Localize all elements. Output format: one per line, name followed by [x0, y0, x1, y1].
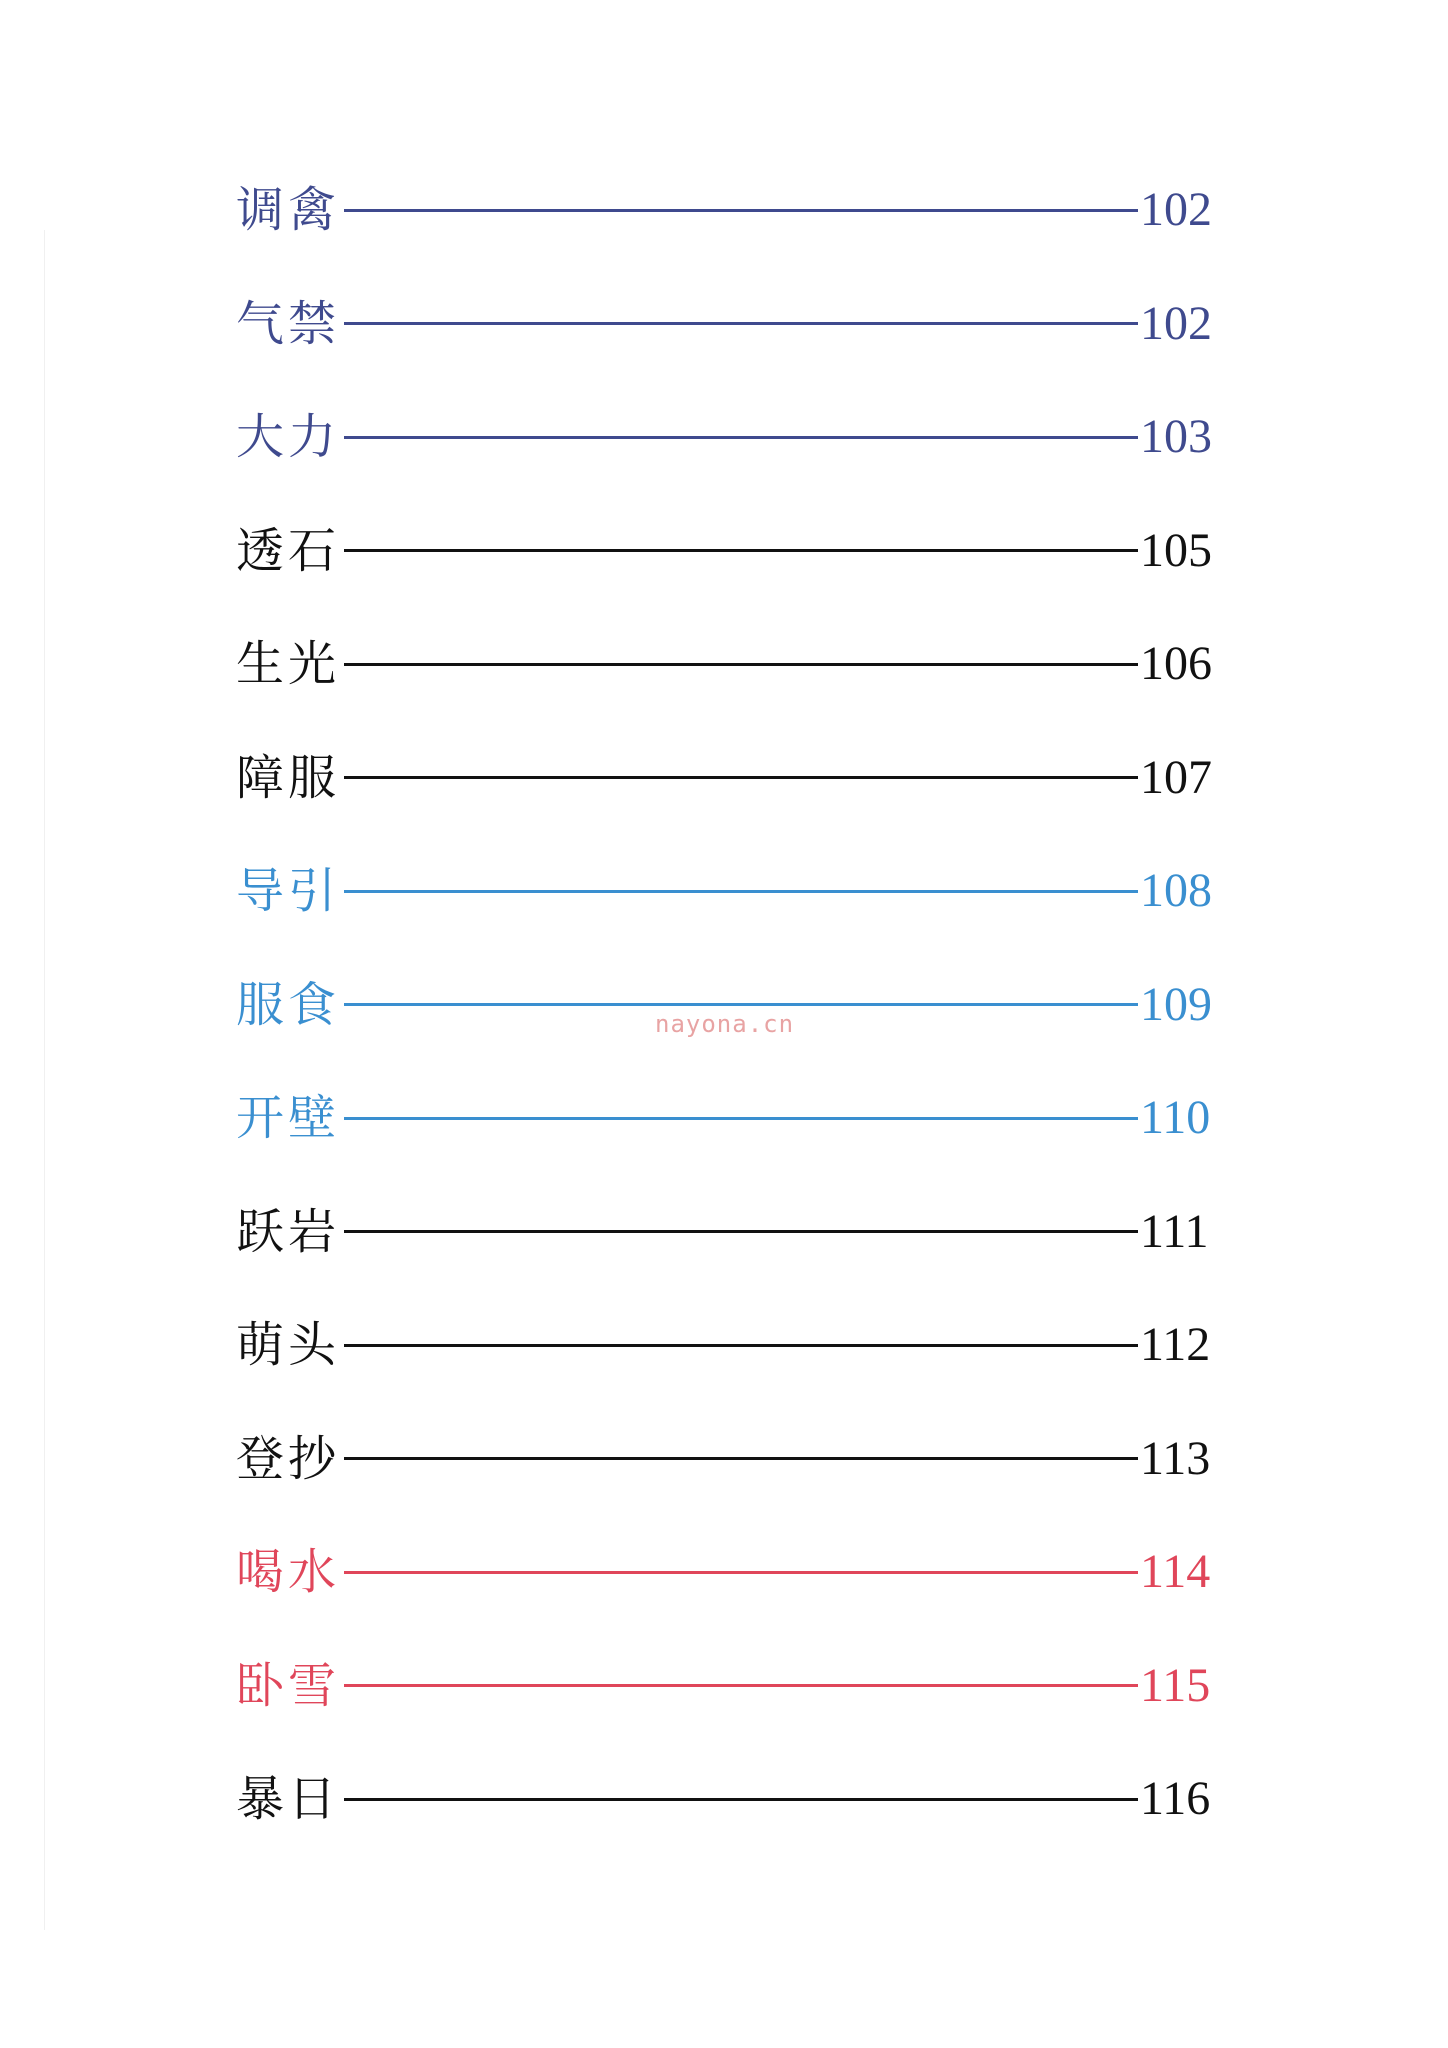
toc-entry[interactable]: [236, 1646, 1216, 1726]
toc-leader-line: [344, 1798, 1138, 1801]
toc-entry-page: 102: [1140, 296, 1212, 350]
toc-entry-title: 透石: [236, 522, 341, 579]
toc-leader-line: [344, 209, 1138, 212]
toc-entry-page: 115: [1140, 1658, 1211, 1712]
toc-leader-line: [344, 436, 1138, 439]
toc-entry[interactable]: [236, 397, 1216, 477]
toc-entry-title: 跃岩: [236, 1203, 341, 1260]
toc-entry-title: 服食: [236, 976, 341, 1033]
toc-leader-line: [344, 890, 1138, 893]
toc-leader-line: [344, 1344, 1138, 1347]
toc-entry-page: 108: [1140, 864, 1212, 917]
toc-leader-line: [344, 549, 1138, 552]
toc-leader-line: [344, 1117, 1138, 1120]
toc-entry-page: 111: [1140, 1204, 1209, 1258]
toc-leader-line: [344, 1230, 1138, 1233]
toc-leader-line: [344, 1571, 1138, 1574]
toc-entry-page: 113: [1140, 1431, 1211, 1485]
toc-entry[interactable]: [236, 1192, 1216, 1272]
toc-entry-title: 卧雪: [236, 1657, 341, 1714]
toc-entry-page: 102: [1140, 183, 1212, 236]
toc-entry-page: 116: [1140, 1772, 1211, 1825]
toc-entry[interactable]: [236, 1305, 1216, 1385]
toc-entry[interactable]: [236, 1419, 1216, 1499]
toc-entry-title: 开壁: [236, 1090, 341, 1146]
toc-entry[interactable]: [236, 1078, 1216, 1158]
toc-entry-title: 萌头: [236, 1317, 341, 1373]
toc-entry-title: 登抄: [236, 1430, 341, 1487]
toc-entry-page: 107: [1140, 750, 1212, 804]
toc-entry[interactable]: [236, 624, 1216, 704]
toc-leader-line: [344, 1457, 1138, 1460]
toc-entry[interactable]: [236, 851, 1216, 931]
toc-entry[interactable]: [236, 170, 1216, 250]
toc-entry[interactable]: [236, 284, 1216, 364]
toc-entry-title: 导引: [236, 863, 341, 919]
toc-entry[interactable]: [236, 1532, 1216, 1612]
toc-leader-line: [344, 776, 1138, 779]
toc-entry-title: 气禁: [236, 295, 341, 352]
toc-entry-page: 105: [1140, 523, 1212, 577]
toc-entry-page: 110: [1140, 1091, 1211, 1144]
toc-leader-line: [344, 663, 1138, 666]
toc-entry-page: 109: [1140, 977, 1212, 1031]
toc-entry-title: 暴日: [236, 1771, 341, 1827]
toc-entry-title: 障服: [236, 749, 341, 806]
toc-entry-title: 生光: [236, 636, 341, 692]
toc-leader-line: [344, 322, 1138, 325]
toc-leader-line: [344, 1003, 1138, 1006]
page-scan-edge: [44, 230, 45, 1930]
toc-leader-line: [344, 1684, 1138, 1687]
toc-entry[interactable]: [236, 511, 1216, 591]
watermark: nayona.cn: [655, 1010, 795, 1038]
toc-entry[interactable]: [236, 738, 1216, 818]
toc-entry-page: 114: [1140, 1545, 1211, 1598]
toc-entry-page: 106: [1140, 637, 1212, 690]
toc-entry-title: 调禽: [236, 182, 341, 238]
toc-entry[interactable]: [236, 1759, 1216, 1839]
toc-entry-title: 喝水: [236, 1544, 341, 1600]
toc-entry-page: 112: [1140, 1318, 1211, 1371]
toc-entry-page: 103: [1140, 410, 1212, 463]
toc-entry-title: 大力: [236, 409, 341, 465]
